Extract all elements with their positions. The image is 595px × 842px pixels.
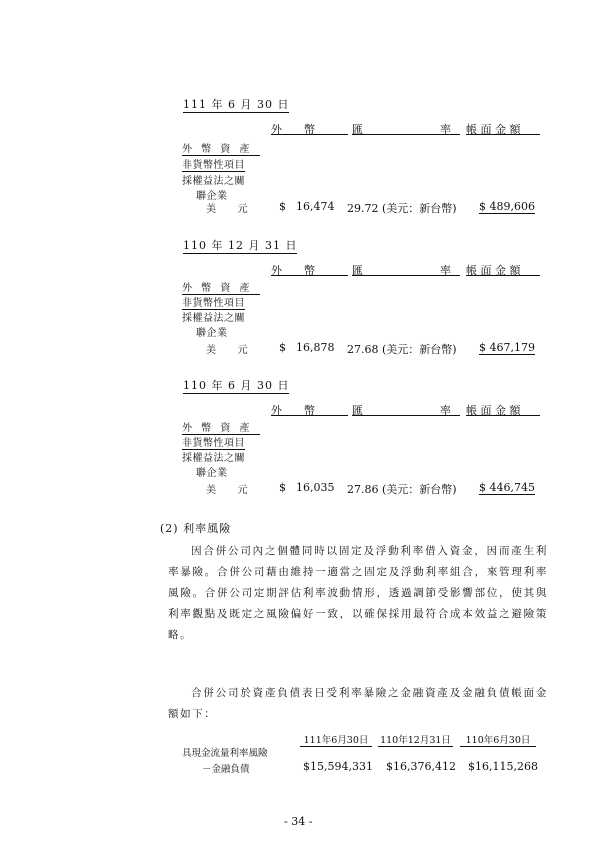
section-date: 110 年 6 月 30 日 — [183, 379, 290, 392]
book-amount: $ 446,745 — [479, 481, 535, 494]
col-underline — [352, 415, 460, 416]
col-underline — [271, 134, 348, 135]
rate-table-header: 111年6月30日 — [300, 732, 372, 747]
col-underline — [466, 415, 540, 416]
currency-label: 美 元 — [206, 204, 248, 215]
col-header-rate: 匯 率 — [352, 264, 451, 277]
rate-table-value: $15,594,331 — [303, 760, 373, 773]
book-amount: $ 489,606 — [479, 200, 535, 213]
col-header-book: 帳 面 金 額 — [466, 404, 521, 417]
rate-table-value: $16,115,268 — [468, 760, 538, 773]
fx-amount: 16,878 — [296, 341, 335, 354]
category-label: 外 幣 資 產 — [182, 279, 260, 295]
risk-title: (2) 利率風險 — [160, 522, 232, 535]
category-label: 外 幣 資 產 — [182, 140, 260, 156]
category-label: 外 幣 資 產 — [182, 419, 260, 435]
exchange-rate: 27.86 (美元：新台幣) — [347, 483, 457, 496]
section-date: 111 年 6 月 30 日 — [183, 98, 290, 111]
col-header-fx: 外 幣 — [271, 404, 315, 417]
col-underline — [271, 415, 348, 416]
rate-table-header: 110年6月30日 — [460, 732, 536, 747]
rate-table-value: $16,376,412 — [386, 760, 456, 773]
item-label: 採權益法之關 — [182, 176, 245, 187]
dollar-sign: $ — [279, 341, 286, 354]
section-date: 110 年 12 月 31 日 — [183, 239, 298, 252]
col-header-rate: 匯 率 — [352, 404, 451, 417]
exchange-rate: 29.72 (美元：新台幣) — [347, 202, 457, 215]
dollar-sign: $ — [279, 481, 286, 494]
fx-amount: 16,474 — [296, 200, 335, 213]
rate-table-header: 110年12月31日 — [378, 732, 453, 747]
col-header-book: 帳 面 金 額 — [466, 123, 521, 136]
page-number: - 34 - — [284, 815, 313, 828]
item-label-cont: 聯企業 — [196, 191, 228, 202]
item-label: 採權益法之關 — [182, 313, 245, 324]
fx-amount: 16,035 — [296, 481, 335, 494]
col-underline — [466, 134, 540, 135]
item-label-cont: 聯企業 — [196, 468, 228, 479]
col-underline — [352, 275, 460, 276]
col-underline — [352, 134, 460, 135]
currency-label: 美 元 — [206, 485, 248, 496]
rate-table-row-sublabel: －金融負債 — [202, 764, 250, 775]
col-header-fx: 外 幣 — [271, 123, 315, 136]
col-header-fx: 外 幣 — [271, 264, 315, 277]
col-underline — [271, 275, 348, 276]
currency-label: 美 元 — [206, 345, 248, 356]
risk-paragraph-1: 因合併公司內之個體同時以固定及浮動利率借入資金，因而產生利率暴險。合併公司藉由維持一適當之固定及浮動利率組合，來管理利率風險。合併公司定期評估利率波動情形，透過調節受影響部位，使其與利率觀點及既定之風險偏好一致，以確保採用最符合成本效益之避險策略。 — [168, 545, 548, 641]
item-label: 採權益法之關 — [182, 453, 245, 464]
item-label-cont: 聯企業 — [196, 328, 228, 339]
dollar-sign: $ — [279, 200, 286, 213]
rate-table-row-label: 具現金流量利率風險 — [182, 748, 268, 759]
subcategory-label: 非貨幣性項目 — [182, 156, 245, 172]
subcategory-label: 非貨幣性項目 — [182, 434, 245, 450]
exchange-rate: 27.68 (美元：新台幣) — [347, 343, 457, 356]
col-underline — [466, 275, 540, 276]
book-amount: $ 467,179 — [479, 341, 535, 354]
subcategory-label: 非貨幣性項目 — [182, 294, 245, 310]
col-header-book: 帳 面 金 額 — [466, 264, 521, 277]
col-header-rate: 匯 率 — [352, 123, 451, 136]
risk-paragraph-2: 合併公司於資產負債表日受利率暴險之金融資產及金融負債帳面金額如下： — [168, 687, 548, 720]
